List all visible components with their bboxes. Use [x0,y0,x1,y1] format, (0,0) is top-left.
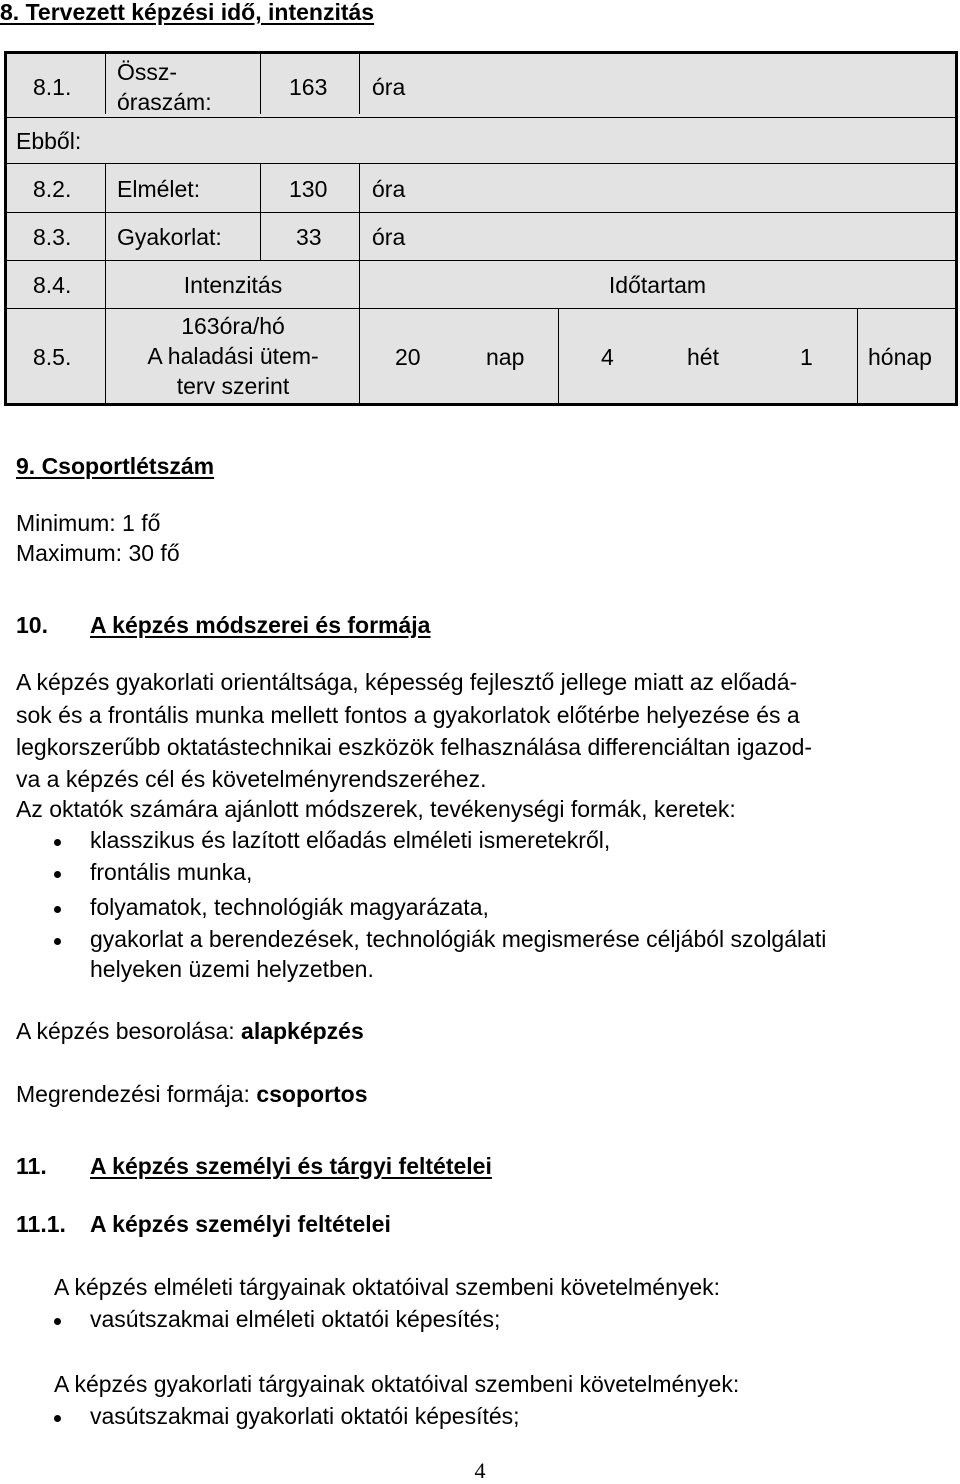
intensity-value-3: terv szerint [176,373,290,399]
row-num-8-1: 8.1. [33,74,72,100]
theory-value: 130 [289,176,328,202]
practice-requirement-item: vasútszakmai gyakorlati oktatói képesítés; [90,1403,520,1429]
duration-months-unit: hónap [868,344,932,370]
section-11-number: 11. [16,1153,47,1179]
intensity-value-2: A haladási ütem- [147,343,319,369]
methods-list-item-continued: helyeken üzemi helyzetben. [90,956,374,982]
page-number: 4 [474,1458,486,1483]
duration-weeks-value: 4 [601,344,614,370]
intensity-label: Intenzitás [183,272,283,298]
total-hours-label-1: Össz- [117,59,178,85]
section-10-number: 10. [16,612,48,638]
theory-requirements-intro: A képzés elméleti tárgyainak oktatóival szembeni követelmények: [54,1274,721,1300]
section-11-1-heading: A képzés személyi feltételei [90,1211,391,1237]
duration-months-value: 1 [800,344,813,370]
of-which-label: Ebből: [16,128,82,154]
total-hours-value: 163 [289,74,328,100]
methods-intro: Az oktatók számára ajánlott módszerek, tevékenységi formák, keretek: [16,796,736,822]
duration-weeks-unit: hét [687,344,719,370]
row-num-8-2: 8.2. [33,176,72,202]
row-num-8-3: 8.3. [33,224,72,250]
training-time-table [4,51,958,406]
bullet-icon [54,906,61,913]
bullet-icon [54,1415,61,1422]
bullet-icon [54,839,61,846]
paragraph-line: A képzés gyakorlati orientáltsága, képesség fejlesztő jellege miatt az előadá- [16,669,798,695]
bullet-icon [54,938,61,945]
theory-requirement-item: vasútszakmai elméleti oktatói képesítés; [90,1306,501,1332]
theory-label: Elmélet: [117,176,201,202]
paragraph-line: va a képzés cél és követelményrendszeréhez. [16,766,487,792]
methods-list-item: folyamatok, technológiák magyarázata, [90,894,489,920]
practice-label: Gyakorlat: [117,224,222,250]
methods-list-item: klasszikus és lazított előadás elméleti ismeretekről, [90,827,611,853]
section-10-heading: A képzés módszerei és formája [90,612,431,638]
theory-unit: óra [372,176,406,202]
duration-days-unit: nap [486,344,525,370]
duration-days-value: 20 [395,344,421,370]
methods-list-item: gyakorlat a berendezések, technológiák megismerése céljából szolgálati [90,926,827,952]
methods-list-item: frontális munka, [90,859,253,885]
section-11-heading: A képzés személyi és tárgyi feltételei [90,1153,492,1179]
group-size-max: Maximum: 30 fő [16,540,180,566]
total-hours-label-2: óraszám: [117,89,212,115]
group-size-min: Minimum: 1 fő [16,510,161,536]
organization-form: Megrendezési formája: csoportos [16,1081,368,1107]
intensity-value-1: 163óra/hó [181,313,285,339]
practice-requirements-intro: A képzés gyakorlati tárgyainak oktatóival szembeni követelmények: [54,1371,740,1397]
section-8-heading: 8. Tervezett képzési idő, intenzitás [0,0,375,25]
bullet-icon [54,871,61,878]
paragraph-line: legkorszerűbb oktatástechnikai eszközök felhasználása differenciáltan igazod- [16,734,813,760]
total-hours-unit: óra [372,74,406,100]
row-num-8-5: 8.5. [33,344,72,370]
section-11-1-number: 11.1. [16,1211,66,1237]
duration-header: Időtartam [608,272,707,298]
bullet-icon [54,1318,61,1325]
training-classification: A képzés besorolása: alapképzés [16,1018,364,1044]
row-num-8-4: 8.4. [33,272,72,298]
section-9-heading: 9. Csoportlétszám [16,453,215,479]
practice-value: 33 [296,224,322,250]
practice-unit: óra [372,224,406,250]
paragraph-line: sok és a frontális munka mellett fontos a gyakorlatok előtérbe helyezése és a [16,702,800,728]
